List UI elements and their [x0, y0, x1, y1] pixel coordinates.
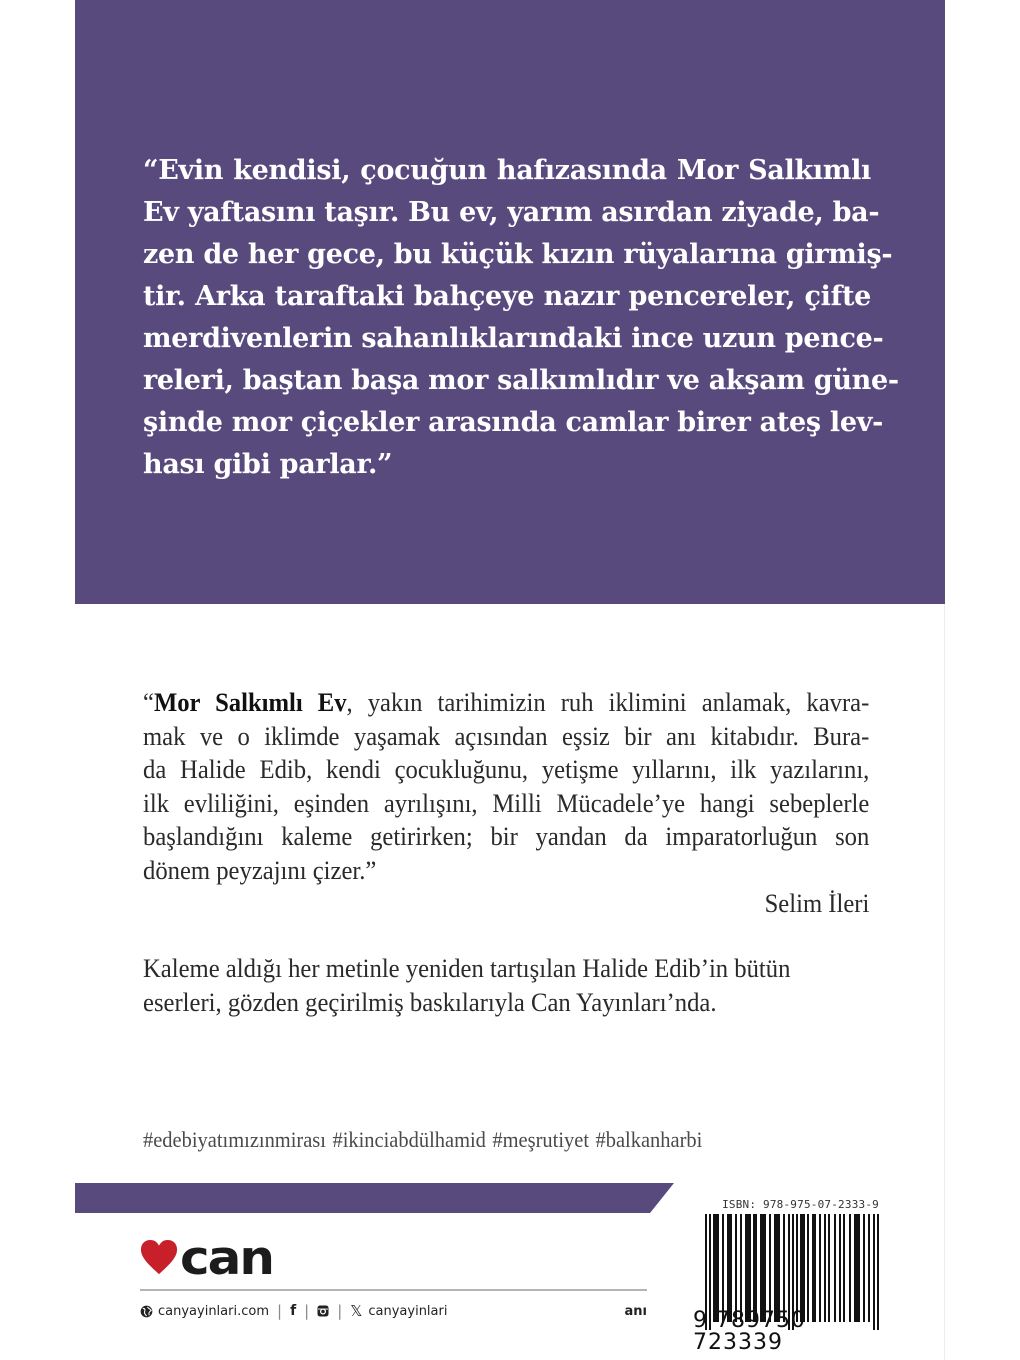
quote-line: şinde mor çiçekler arasında camlar birer ateş lev- — [143, 407, 884, 438]
purple-band — [75, 1183, 674, 1213]
x-link[interactable] — [350, 1302, 447, 1320]
hashtags — [143, 1127, 709, 1153]
note-line: Kaleme aldığı her metinle yeniden tartışılan Halide Edib’in bütün — [143, 953, 791, 983]
instagram-link[interactable] — [317, 1305, 329, 1317]
hashtag: #balkanharbi — [595, 1127, 703, 1152]
review-line: dönem peyzajını çizer.” — [143, 854, 377, 885]
hashtag: #meşrutiyet — [492, 1127, 590, 1152]
hashtag: #ikinciabdülhamid — [332, 1127, 486, 1152]
note-line: eserleri, gözden geçirilmiş baskılarıyla Can Yayınları’nda. — [143, 987, 717, 1017]
review-author: Selim İleri — [764, 888, 870, 918]
website-link[interactable] — [140, 1304, 269, 1319]
publisher-logo — [140, 1230, 273, 1286]
quote-line: “Evin kendisi, çocuğun hafızasında Mor Salkımlı — [143, 155, 871, 186]
ean-digits: 9 789750 723339 — [693, 1308, 806, 1355]
book-title: Mor Salkımlı Ev — [153, 687, 347, 717]
review-line: mak ve o iklimde yaşamak açısından eşsiz bir anı kitabıdır. Bura- — [143, 720, 870, 751]
quote-line: Ev yaftasını taşır. Bu ev, yarım asırdan ziyade, ba- — [143, 197, 880, 228]
open-quote-mark: “ — [143, 687, 154, 717]
social-links — [140, 1302, 647, 1320]
quote-line: merdivenlerin sahanlıklarındaki ince uzun pence- — [143, 323, 884, 354]
x-handle: canyayinlari — [368, 1303, 448, 1319]
facebook-icon[interactable]: f — [290, 1303, 297, 1319]
front-quote — [143, 150, 899, 486]
review-line: da Halide Edib, kendi çocukluğunu, yetişme yıllarını, ilk yazılarını, — [143, 754, 870, 784]
separator: | — [304, 1302, 310, 1320]
quote-panel — [75, 0, 945, 604]
heart-icon — [140, 1239, 178, 1277]
hashtag: #edebiyatımızınmirası — [143, 1127, 326, 1152]
quote-line: zen de her gece, bu küçük kızın rüyalarına girmiş- — [143, 239, 893, 270]
quote-line: hası gibi parlar.” — [143, 449, 393, 480]
website-text: canyayinlari.com — [158, 1303, 269, 1319]
quote-line: tir. Arka taraftaki bahçeye nazır pencereler, çifte — [143, 281, 871, 312]
review-text: , yakın tarihimizin ruh iklimini anlamak, kavra- — [346, 687, 870, 717]
quote-line: releri, baştan başa mor salkımlıdır ve akşam güne- — [143, 365, 899, 396]
review-line — [143, 686, 869, 720]
barcode — [693, 1198, 881, 1355]
globe-icon — [140, 1305, 153, 1318]
logo-wordmark: can — [180, 1230, 273, 1286]
review-line: başlandığını kaleme getirirken; bir yandan da imparatorluğun son — [143, 821, 870, 851]
review-line: ilk evliliğini, eşinden ayrılışını, Milli Mücadele’ye hangi sebeplerle — [143, 787, 870, 818]
publisher-note — [143, 951, 869, 1019]
separator: | — [337, 1302, 343, 1320]
book-back-cover — [75, 0, 945, 1360]
separator: | — [277, 1302, 283, 1320]
isbn-label: ISBN: 978-975-07-2333-9 — [722, 1198, 879, 1211]
divider — [140, 1289, 647, 1291]
instagram-icon — [317, 1305, 329, 1317]
review-quote — [143, 686, 869, 921]
x-icon: 𝕏 — [350, 1302, 363, 1320]
genre-label: anı — [624, 1303, 647, 1319]
